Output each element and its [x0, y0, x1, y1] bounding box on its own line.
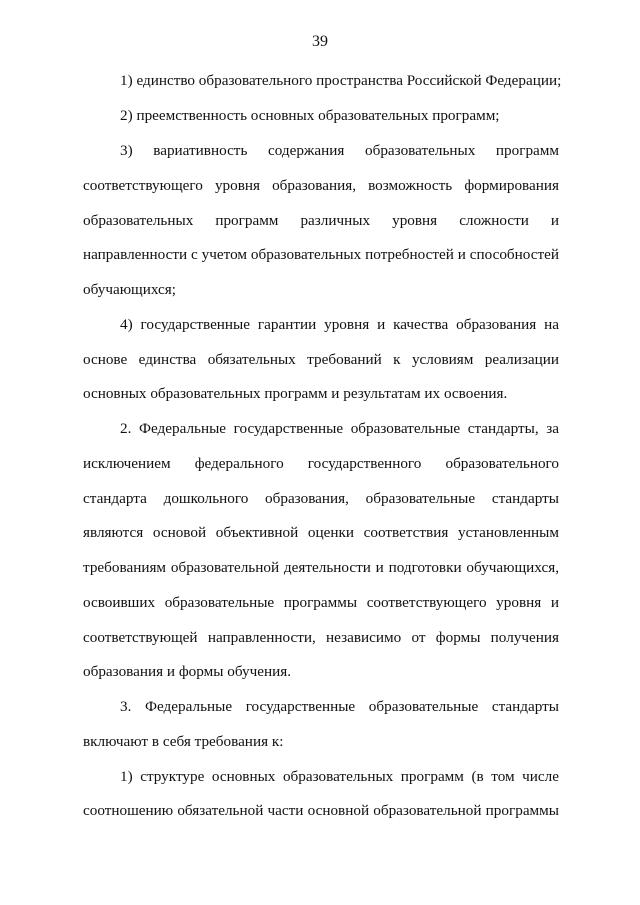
text-line: направленности с учетом образовательных потребностей и способностей [83, 246, 559, 263]
text-line: требованиям образовательной деятельности и подготовки обучающихся, [83, 559, 559, 576]
text-line: образовательных программ различных уровня сложности и [83, 212, 559, 229]
page-number: 39 [312, 33, 328, 50]
text-line: стандарта дошкольного образования, образовательные стандарты [83, 490, 559, 507]
text-line: 4) государственные гарантии уровня и качества образования на [120, 316, 559, 333]
text-line: 2. Федеральные государственные образовательные стандарты, за [120, 420, 559, 437]
text-line: 1) структуре основных образовательных программ (в том числе [120, 768, 559, 785]
text-line: включают в себя требования к: [83, 733, 284, 750]
text-line: 3) вариативность содержания образовательных программ [120, 142, 559, 159]
text-line: 2) преемственность основных образовательных программ; [120, 107, 500, 124]
text-line: исключением федерального государственного образовательного [83, 455, 559, 472]
text-line: основе единства обязательных требований к условиям реализации [83, 351, 559, 368]
text-line: соотношению обязательной части основной образовательной программы [83, 802, 559, 819]
text-line: 3. Федеральные государственные образовательные стандарты [120, 698, 559, 715]
text-line: 1) единство образовательного пространства Российской Федерации; [120, 72, 562, 89]
text-line: основных образовательных программ и результатам их освоения. [83, 385, 508, 402]
text-line: образования и формы обучения. [83, 663, 291, 680]
text-line: соответствующего уровня образования, возможность формирования [83, 177, 559, 194]
text-line: освоивших образовательные программы соответствующего уровня и [83, 594, 559, 611]
text-line: обучающихся; [83, 281, 176, 298]
text-line: соответствующей направленности, независимо от формы получения [83, 629, 559, 646]
text-line: являются основой объективной оценки соответствия установленным [83, 524, 559, 541]
